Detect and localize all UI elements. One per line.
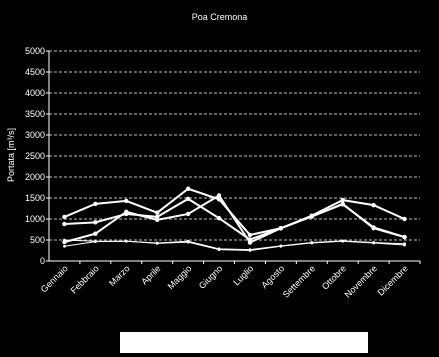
data-point — [93, 232, 97, 236]
x-tick-label: Luglio — [231, 263, 256, 288]
data-point — [310, 241, 313, 244]
data-point — [217, 193, 221, 197]
data-point — [94, 240, 97, 243]
data-point — [124, 210, 128, 214]
data-point — [372, 241, 375, 244]
data-point — [218, 247, 221, 250]
y-tick-label: 4000 — [24, 88, 45, 98]
data-point — [248, 233, 252, 237]
data-point — [93, 202, 97, 206]
y-tick-label: 2000 — [24, 172, 45, 182]
data-point — [279, 244, 282, 247]
data-point — [248, 240, 252, 244]
data-point — [186, 212, 190, 216]
legend-box — [120, 332, 368, 353]
data-point — [124, 199, 128, 203]
data-point — [403, 242, 406, 245]
y-axis-label: Portata [m³/s] — [6, 127, 16, 183]
x-tick-label: Agosto — [259, 263, 287, 291]
data-point — [249, 248, 252, 251]
y-tick-label: 1000 — [24, 214, 45, 224]
data-point — [155, 211, 159, 215]
data-point — [217, 216, 221, 220]
data-point — [341, 202, 345, 206]
x-tick-label: Gennaio — [38, 263, 70, 295]
data-point — [93, 220, 97, 224]
y-tick-label: 0 — [39, 256, 45, 266]
grid-lines — [49, 51, 420, 240]
data-point — [371, 225, 375, 229]
data-point — [62, 222, 66, 226]
x-tick-label: Dicembre — [375, 263, 410, 298]
data-point — [156, 242, 159, 245]
data-point — [186, 187, 190, 191]
data-point — [371, 203, 375, 207]
data-point — [341, 198, 345, 202]
data-point — [62, 215, 66, 219]
y-tick-label: 5000 — [24, 46, 45, 56]
data-point — [279, 226, 283, 230]
y-tick-label: 2500 — [24, 151, 45, 161]
y-tick-label: 3000 — [24, 130, 45, 140]
y-tick-label: 3500 — [24, 109, 45, 119]
data-point — [402, 217, 406, 221]
data-point — [310, 214, 314, 218]
data-point — [187, 240, 190, 243]
data-point — [155, 218, 159, 222]
data-point — [186, 197, 190, 201]
x-tick-label: Settembre — [280, 263, 318, 300]
chart-title: Poa Cremona — [191, 12, 248, 22]
x-tick-label: Marzo — [106, 263, 132, 289]
y-tick-label: 1500 — [24, 193, 45, 203]
data-point — [125, 240, 128, 243]
x-tick-label: Giugno — [196, 263, 225, 291]
data-point — [63, 239, 66, 242]
x-tick-label: Ottobre — [319, 263, 349, 292]
x-tick-labels — [39, 261, 420, 300]
x-tick-label: Aprile — [139, 263, 163, 287]
data-point — [341, 239, 344, 242]
data-point — [63, 245, 66, 248]
y-tick-label: 4500 — [24, 67, 45, 77]
y-tick-label: 500 — [29, 235, 45, 245]
x-tick-label: Novembre — [342, 263, 380, 300]
y-tick-labels — [25, 46, 49, 266]
data-point — [402, 235, 406, 239]
x-tick-label: Maggio — [165, 263, 194, 292]
x-tick-label: Febbraio — [68, 263, 101, 296]
